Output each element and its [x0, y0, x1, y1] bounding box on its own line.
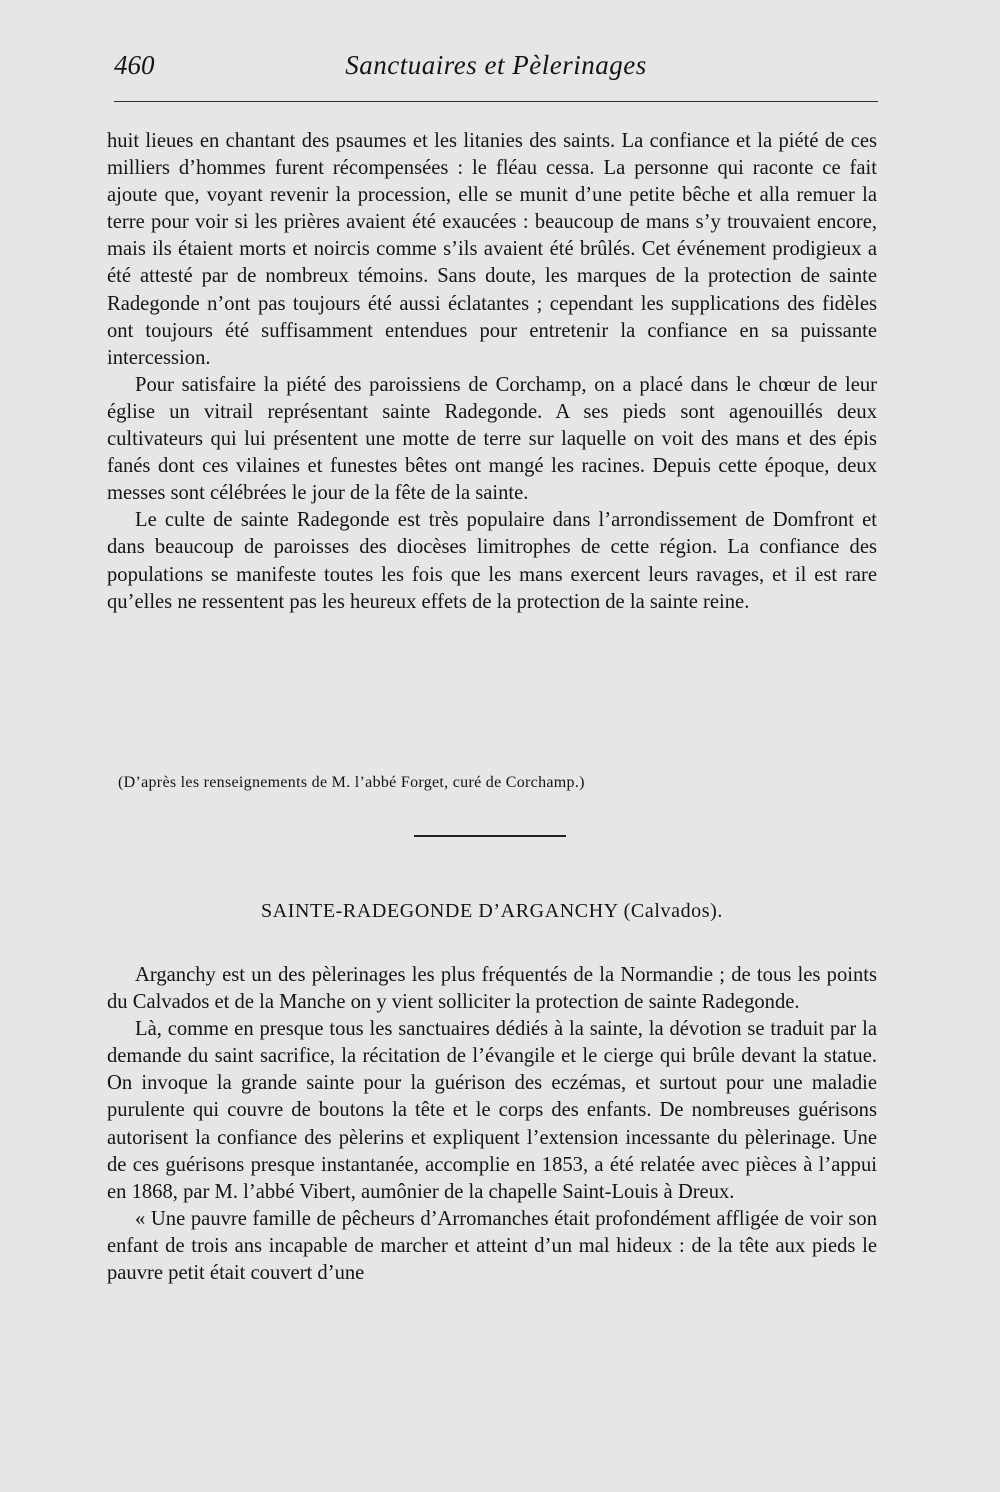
paragraph: Le culte de sainte Radegonde est très populaire dans l’arrondissement de Domfront et dans beaucoup de paroisses des diocèses limitrophes de cette région. La confiance des populations se manifeste toutes les fois que les mans exercent leurs ravages, et il est rare qu’elles ne ressentent pas les heureux effets de la protection de la sainte reine. — [107, 509, 877, 613]
source-note: (D’après les renseignements de M. l’abbé Forget, curé de Corchamp.) — [118, 774, 585, 791]
header-rule — [114, 101, 878, 102]
running-title: Sanctuaires et Pèlerinages — [345, 50, 647, 80]
paragraph: huit lieues en chantant des psaumes et les litanies des saints. La confiance et la piété de ces milliers d’hommes furent récompensées : le fléau cessa. La personne qui raconte ce fait ajoute que, voyant revenir la procession, elle se munit d’une petite bêche et alla remuer la terre pour voir si les prières avaient été exaucées : beaucoup de mans s’y trouvaient encore, mais ils étaient morts et noircis comme s’ils avaient été brûlés. Cet événement prodigieux a été attesté par de nombreux témoins. Sans doute, les marques de la protection de sainte Radegonde n’ont pas toujours été aussi éclatantes ; cependant les supplications des fidèles ont toujours été suffisamment entendues pour entretenir la confiance en sa puissante intercession. — [107, 130, 877, 369]
text-block-corchamp — [107, 128, 877, 616]
paragraph: Là, comme en presque tous les sanctuaires dédiés à la sainte, la dévotion se traduit par la demande du saint sacrifice, la récitation de l’évangile et le cierge qui brûle devant la statue. On invoque la grande sainte pour la guérison des eczémas, et surtout pour une maladie purulente qui couvre de boutons la tête et le corps des enfants. De nombreuses guérisons autorisent la confiance des pèlerins et expliquent l’extension incessante du pèlerinage. Une de ces guérisons presque instantanée, accomplie en 1853, a été relatée avec pièces à l’appui en 1868, par M. l’abbé Vibert, aumônier de la chapelle Saint-Louis à Dreux. — [107, 1018, 877, 1203]
text-block-arganchy — [107, 962, 877, 1287]
section-title: SAINTE-RADEGONDE D’ARGANCHY (Calvados). — [260, 900, 724, 922]
paragraph: Arganchy est un des pèlerinages les plus fréquentés de la Normandie ; de tous les points du Calvados et de la Manche on y vient solliciter la protection de sainte Radegonde. — [107, 964, 877, 1014]
page-header — [114, 46, 878, 86]
paragraph: « Une pauvre famille de pêcheurs d’Arromanches était profondément affligée de voir son enfant de trois ans incapable de marcher et atteint d’un mal hideux : de la tête aux pieds le pauvre petit était couvert d’une — [107, 1207, 877, 1285]
section-divider — [414, 835, 566, 837]
page-number: 460 — [114, 50, 155, 80]
paragraph: Pour satisfaire la piété des paroissiens de Corchamp, on a placé dans le chœur de leur église un vitrail représentant sainte Radegonde. A ses pieds sont agenouillés deux cultivateurs qui lui présentent une motte de terre sur laquelle on voit des mans et des épis fanés dont ces vilaines et funestes bêtes ont mangé les racines. Depuis cette époque, deux messes sont célébrées le jour de la fête de la sainte. — [107, 373, 877, 505]
